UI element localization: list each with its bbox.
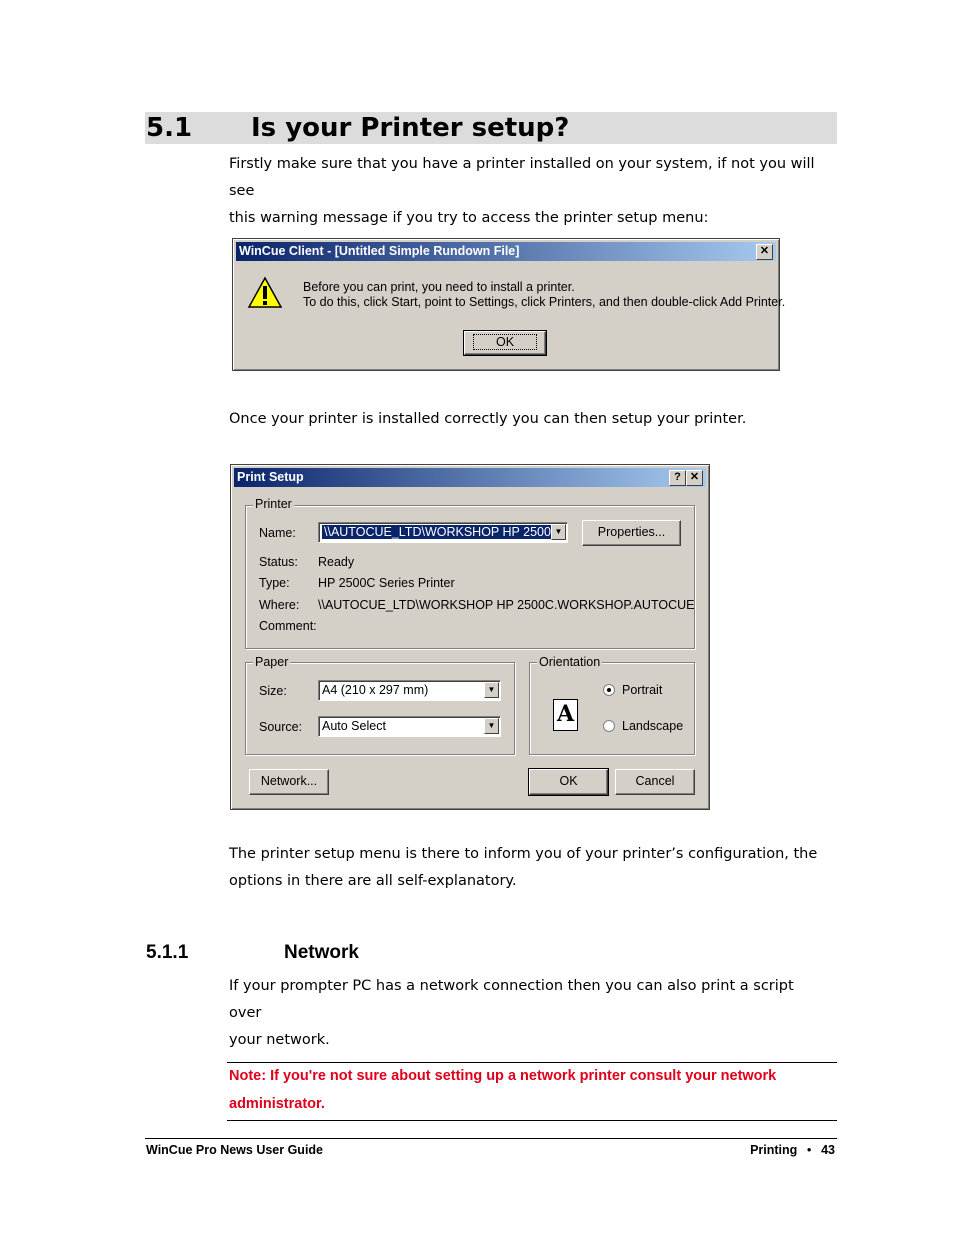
intro-line-1: Firstly make sure that you have a printer installed on your system, if not you will see [229,156,815,199]
orientation-group-title: Orientation [539,655,601,669]
warning-message-line-2: To do this, click Start, point to Settings, click Printers, and then double-click Add Printer. [303,295,786,309]
portrait-radio[interactable] [603,684,615,696]
section-title: Is your Printer setup? [251,113,570,143]
print-setup-dialog [230,464,710,810]
paper-size-select[interactable] [318,680,501,701]
network-button[interactable]: Network... [249,769,329,795]
warning-message-line-1: Before you can print, you need to install a printer. [303,280,575,294]
after-setup-line-1: The printer setup menu is there to inform you of your printer’s configuration, the [229,846,818,862]
source-label: Source: [259,720,303,734]
name-label: Name: [259,526,296,540]
ok-button[interactable]: OK [529,769,608,795]
footer-page-number: 43 [821,1143,835,1157]
printer-group-title: Printer [255,497,292,511]
intro-line-2: this warning message if you try to access the printer setup menu: [229,210,709,226]
properties-button[interactable]: Properties... [582,520,681,546]
status-label: Status: [259,555,298,569]
paper-source-value: Auto Select [322,719,386,733]
portrait-label[interactable]: Portrait [622,683,663,697]
paper-group [245,662,515,755]
footer-page-info [750,1143,835,1157]
landscape-label[interactable]: Landscape [622,719,684,733]
landscape-radio[interactable] [603,720,615,732]
cancel-button[interactable]: Cancel [615,769,695,795]
network-paragraph [229,973,829,1054]
note-bottom-rule [227,1120,837,1121]
intro-paragraph [229,151,829,232]
warning-icon [247,276,283,310]
after-setup-paragraph [229,841,829,895]
network-line-2: your network. [229,1032,330,1048]
comment-label: Comment: [259,619,317,633]
page-orientation-icon: A [553,699,578,731]
close-icon[interactable]: ✕ [756,244,773,260]
chevron-down-icon[interactable]: ▼ [484,682,499,698]
warning-dialog [232,238,786,371]
paper-source-select[interactable] [318,716,501,737]
status-value: Ready [318,555,355,569]
help-icon[interactable]: ? [669,470,686,486]
type-value: HP 2500C Series Printer [318,576,455,590]
printer-name-value: \\AUTOCUE_LTD\WORKSHOP HP 2500 [324,525,551,539]
note-line-2: administrator. [229,1096,325,1112]
size-label: Size: [259,684,287,698]
print-setup-title: Print Setup [237,470,304,484]
type-label: Type: [259,576,290,590]
paper-size-value: A4 (210 x 297 mm) [322,683,429,697]
warning-dialog-titlebar [236,242,776,261]
note-box [229,1062,829,1118]
after-warning-paragraph: Once your printer is installed correctly you can then setup your printer. [229,411,747,427]
where-value: \\AUTOCUE_LTD\WORKSHOP HP 2500C.WORKSHOP.AUTOCUE [318,598,695,612]
after-setup-line-2: options in there are all self-explanatory. [229,873,517,889]
network-line-1: If your prompter PC has a network connection then you can also print a script over [229,978,794,1021]
footer-section: Printing [750,1143,798,1157]
footer-title: WinCue Pro News User Guide [146,1143,324,1157]
subsection-title: Network [284,942,359,963]
ok-button[interactable] [464,331,546,355]
ok-button-label: OK [473,334,537,350]
print-setup-titlebar [234,468,706,487]
paper-group-title: Paper [255,655,289,669]
where-label: Where: [259,598,300,612]
warning-dialog-title: WinCue Client - [Untitled Simple Rundown File] [239,244,520,258]
footer-rule [145,1138,837,1139]
section-number: 5.1 [146,113,193,143]
subsection-number: 5.1.1 [146,942,189,963]
footer-bullet: ● [806,1145,812,1154]
close-icon[interactable]: ✕ [686,470,703,486]
note-line-1: Note: If you're not sure about setting up a network printer consult your network [229,1068,777,1084]
printer-name-select[interactable] [318,522,568,543]
chevron-down-icon[interactable]: ▼ [551,524,566,540]
chevron-down-icon[interactable]: ▼ [484,718,499,734]
